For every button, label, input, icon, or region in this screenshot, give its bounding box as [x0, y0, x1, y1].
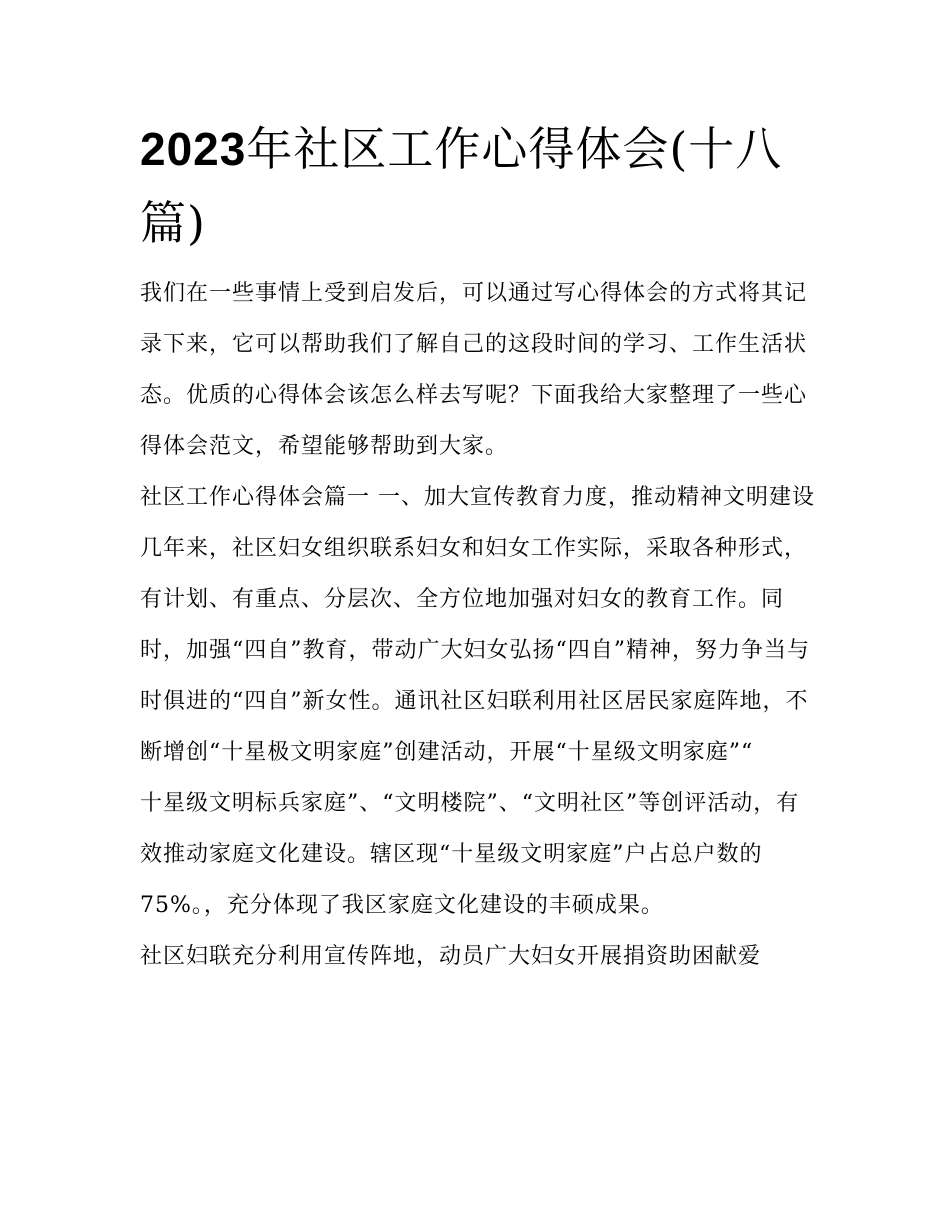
paragraph-intro: 我们在一些事情上受到启发后，可以通过写心得体会的方式将其记录下来，它可以帮助我们了解自己的这段时间的学习、工作生活状态。优质的心得体会该怎么样去写呢？下面我给大家整理了一些心得体会范文，希望能够帮助到大家。: [140, 281, 808, 459]
paragraph-section-heading: 社区工作心得体会篇一 一、加大宣传教育力度，推动精神文明建设: [140, 485, 815, 510]
document-title: [140, 112, 815, 260]
paragraph-body-1: 几年来，社区妇女组织联系妇女和妇女工作实际，采取各种形式，有计划、有重点、分层次、全方位地加强对妇女的教育工作。同时，加强“四自”教育，带动广大妇女弘扬“四自”精神，努力争当与时俱进的“四自”新女性。通讯社区妇联利用社区居民家庭阵地，不断增创“十星极文明家庭”创建活动，开展“十星级文明家庭”“: [140, 536, 810, 765]
document-title-text: 年社区工作心得体会(十八篇): [140, 122, 783, 250]
document-page: [140, 112, 815, 982]
paragraph-body-3: 社区妇联充分利用宣传阵地，动员广大妇女开展捐资助困献爱: [140, 944, 762, 969]
document-title-year: 2023: [140, 123, 247, 175]
paragraph-body-2: 十星级文明标兵家庭”、“文明楼院”、“文明社区”等创评活动，有效推动家庭文化建设。辖区现“十星级文明家庭”户占总户数的75%。，充分体现了我区家庭文化建设的丰硕成果。: [140, 791, 800, 918]
